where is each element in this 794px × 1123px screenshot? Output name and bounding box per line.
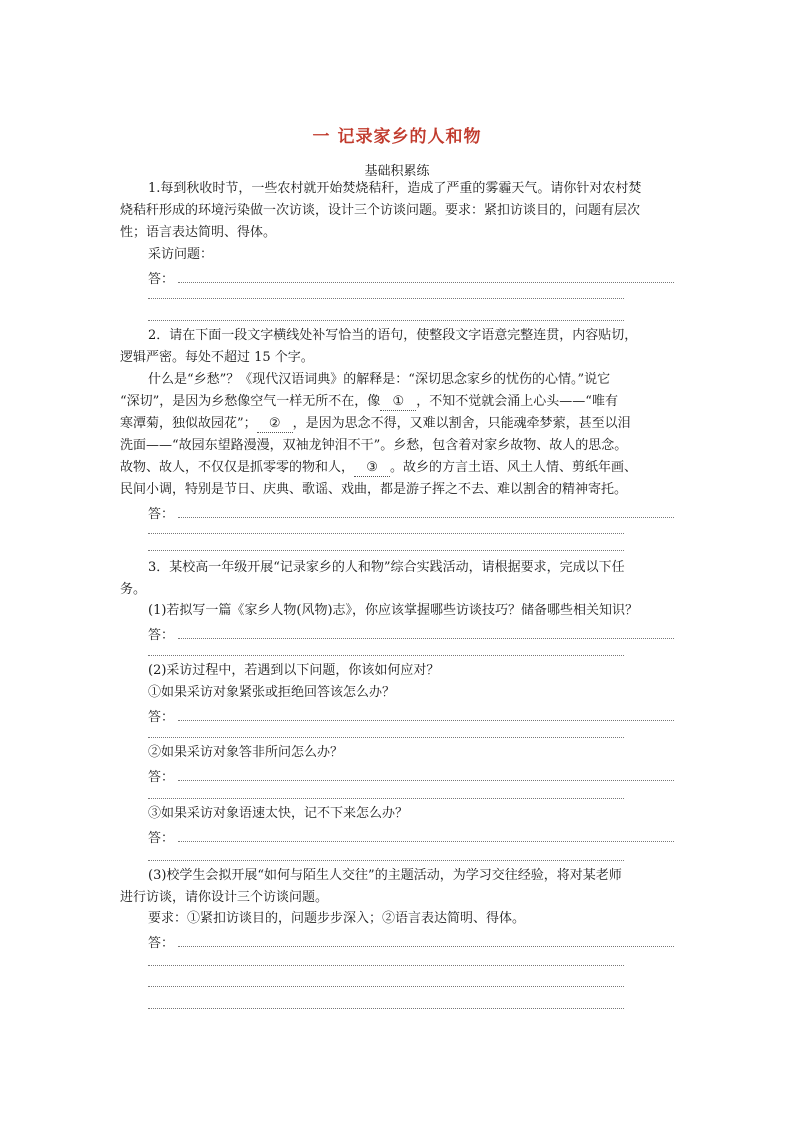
q2-line-2: 逻辑严密。每处不超过 15 个字。	[120, 350, 314, 365]
answer-label: 答：	[148, 507, 175, 522]
answer-label: 答：	[148, 710, 175, 725]
q3-requirements: 要求：①紧扣访谈目的，问题步步深入；②语言表达简明、得体。	[148, 911, 526, 926]
q2-paragraph-line-1: 什么是“乡愁”？《现代汉语词典》的解释是：“深切思念家乡的忧伤的心情。”说它	[148, 372, 611, 387]
answer-line[interactable]	[148, 737, 624, 738]
q2-paragraph-line-4: 洗面——“故园东望路漫漫，双袖龙钟泪不干”。乡愁，包含着对家乡故物、故人的思念。	[120, 438, 628, 453]
q1-line-2: 烧秸秆形成的环境污染做一次访谈，设计三个访谈问题。要求：紧扣访谈目的，问题有层次	[120, 203, 641, 218]
q2-line-1: 2．请在下面一段文字横线处补写恰当的语句，使整段文字语意完整连贯，内容贴切，	[148, 328, 638, 343]
answer-line[interactable]	[148, 320, 624, 321]
answer-line[interactable]	[178, 780, 674, 781]
q1-prompt: 采访问题：	[148, 247, 214, 262]
q3-subquestion-1: (1)若拟写一篇《家乡人物(风物)志》，你应该掌握哪些访谈技巧？储备哪些相关知识？	[148, 603, 639, 618]
answer-line[interactable]	[148, 550, 624, 551]
answer-label: 答：	[148, 770, 175, 785]
answer-line[interactable]	[148, 986, 624, 987]
answer-line[interactable]	[148, 533, 624, 534]
q3-subquestion-2a: ①如果采访对象紧张或拒绝回答该怎么办？	[148, 685, 396, 700]
answer-line[interactable]	[178, 946, 674, 947]
q2-paragraph-line-3: 寒潭菊，独似故园花”； ② ，是因为思念不得，又难以割舍，只能魂牵梦萦，甚至以泪	[120, 416, 631, 431]
answer-line[interactable]	[148, 298, 624, 299]
q3-subquestion-2c: ③如果采访对象语速太快，记不下来怎么办？	[148, 806, 409, 821]
q1-line-1: 1.每到秋收时节，一些农村就开始焚烧秸秆，造成了严重的雾霾天气。请你针对农村焚	[148, 181, 642, 196]
answer-label: 答：	[148, 272, 175, 287]
answer-line[interactable]	[148, 655, 624, 656]
answer-line[interactable]	[178, 720, 674, 721]
page-title: 一 记录家乡的人和物	[312, 127, 482, 147]
answer-label: 答：	[148, 628, 175, 643]
q3-subquestion-3-line-1: (3)校学生会拟开展“如何与陌生人交往”的主题活动，为学习交往经验，将对某老师	[148, 868, 622, 883]
answer-line[interactable]	[148, 1008, 624, 1009]
q1-line-3: 性；语言表达简明、得体。	[120, 225, 277, 240]
answer-line[interactable]	[178, 517, 674, 518]
q3-subquestion-2b: ②如果采访对象答非所问怎么办？	[148, 745, 344, 760]
answer-line[interactable]	[178, 841, 674, 842]
answer-label: 答：	[148, 831, 175, 846]
fill-blank-2[interactable]: ②	[257, 416, 293, 433]
q2-paragraph-line-6: 民间小调，特别是节日、庆典、歌谣、戏曲，都是游子挥之不去、难以割舍的精神寄托。	[120, 482, 628, 497]
answer-line[interactable]	[148, 860, 624, 861]
fill-blank-3[interactable]: ③	[354, 460, 390, 477]
q2-paragraph-line-5: 故物、故人，不仅仅是抓零零的物和人， ③ 。故乡的方言土语、风土人情、剪纸年画、	[120, 460, 638, 475]
q3-line-1: 3．某校高一年级开展“记录家乡的人和物”综合实践活动，请根据要求，完成以下任	[148, 560, 625, 575]
q3-subquestion-2: (2)采访过程中，若遇到以下问题，你该如何应对？	[148, 663, 440, 678]
q2-paragraph-line-2: “深切”，是因为乡愁像空气一样无所不在，像 ① ，不知不觉就会涌上心头——“唯有	[120, 394, 618, 409]
fill-blank-1[interactable]: ①	[380, 394, 416, 411]
answer-line[interactable]	[178, 282, 674, 283]
answer-label: 答：	[148, 936, 175, 951]
answer-line[interactable]	[148, 798, 624, 799]
q3-line-2: 务。	[120, 582, 147, 597]
answer-line[interactable]	[148, 965, 624, 966]
section-subtitle: 基础积累练	[364, 164, 430, 179]
q3-subquestion-3-line-2: 进行访谈，请你设计三个访谈问题。	[120, 890, 329, 905]
answer-line[interactable]	[178, 638, 674, 639]
